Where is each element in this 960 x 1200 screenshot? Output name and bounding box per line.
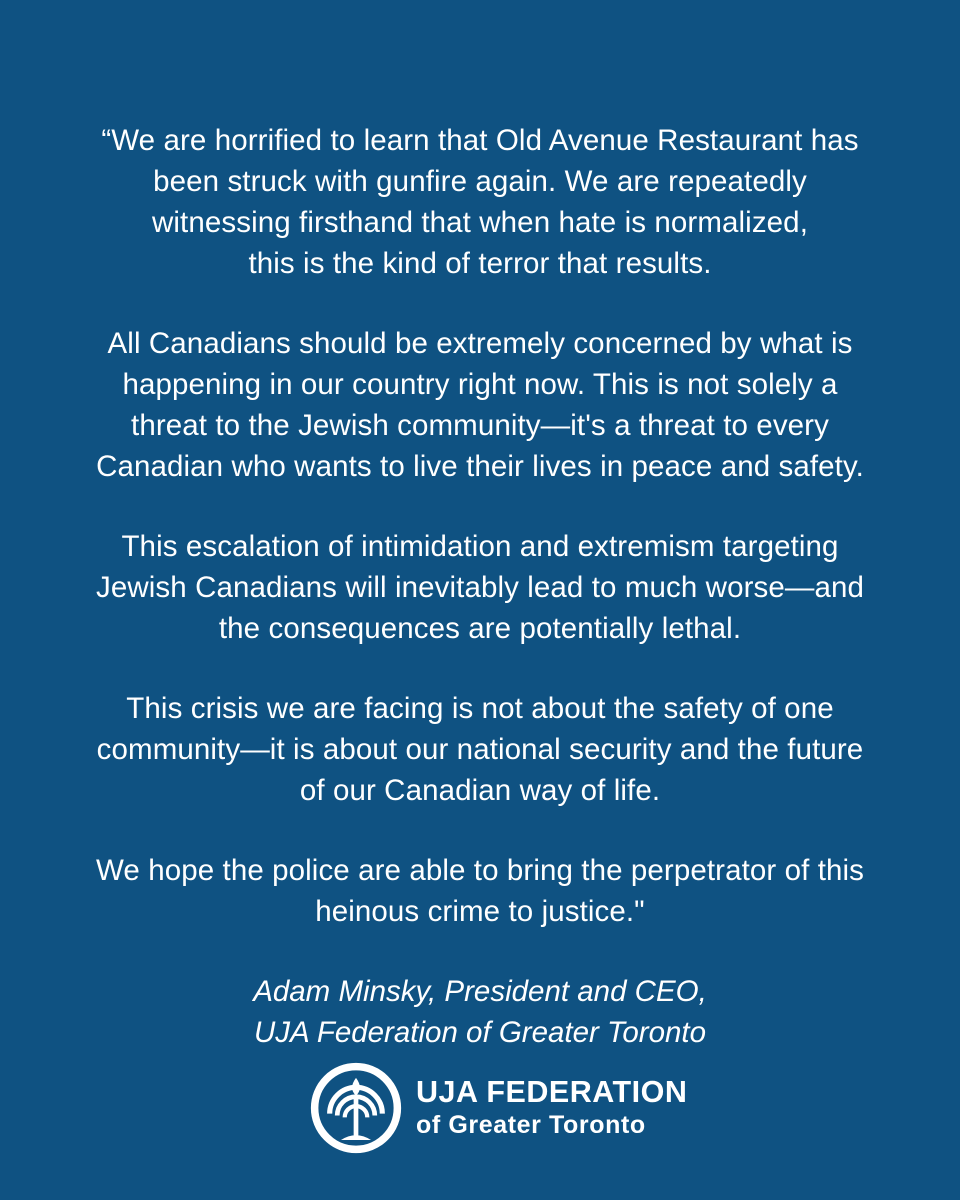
menorah-emblem-icon	[309, 1061, 403, 1155]
statement-line: This crisis we are facing is not about the safety of one	[126, 692, 834, 725]
attribution-line: Adam Minsky, President and CEO,	[253, 975, 707, 1008]
statement-line: community—it is about our national security and the future	[96, 733, 864, 766]
uja-federation-logo	[309, 1060, 687, 1156]
attribution-line: UJA Federation of Greater Toronto	[253, 1016, 707, 1049]
logo-name: UJA FEDERATION	[416, 1075, 688, 1109]
statement-line: the consequences are potentially lethal.	[218, 612, 742, 645]
statement-paragraph-5	[40, 850, 920, 932]
statement-paragraph-4	[40, 688, 920, 811]
statement-line: This escalation of intimidation and extremism targeting	[121, 530, 839, 563]
attribution	[40, 971, 920, 1053]
statement-line: All Canadians should be extremely concerned by what is	[107, 327, 853, 360]
statement-line: threat to the Jewish community—it's a threat to every	[131, 409, 829, 442]
statement-line: Jewish Canadians will inevitably lead to much worse—and	[96, 571, 864, 604]
statement-line: “We are horrified to learn that Old Avenue Restaurant has	[101, 124, 859, 157]
logo-text	[416, 1075, 687, 1141]
statement-paragraph-2	[40, 323, 920, 487]
statement-line: this is the kind of terror that results.	[248, 247, 712, 280]
logo-subtitle: of Greater Toronto	[416, 1111, 646, 1139]
statement-line: witnessing firsthand that when hate is normalized,	[152, 206, 808, 239]
statement-line: heinous crime to justice."	[315, 895, 645, 928]
statement-paragraph-1	[40, 120, 920, 284]
statement-paragraph-3	[40, 526, 920, 649]
statement-line: We hope the police are able to bring the perpetrator of this	[95, 854, 864, 887]
statement-line: been struck with gunfire again. We are repeatedly	[153, 165, 807, 198]
statement-line: Canadian who wants to live their lives in peace and safety.	[96, 450, 864, 483]
statement-line: of our Canadian way of life.	[299, 774, 661, 807]
statement-line: happening in our country right now. This is not solely a	[122, 368, 838, 401]
statement-body	[40, 120, 920, 1053]
